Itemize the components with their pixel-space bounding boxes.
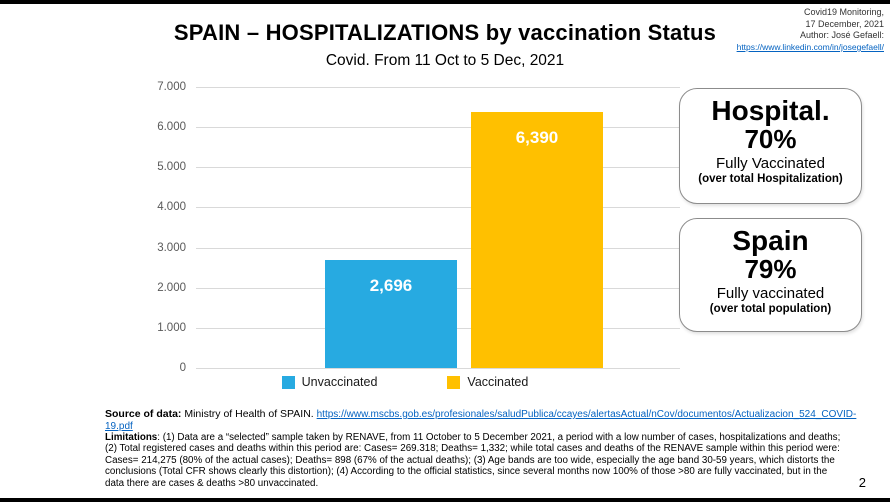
bar-vaccinated [471, 112, 603, 369]
author-note-line2: 17 December, 2021 [805, 18, 884, 29]
y-tick-label: 3.000 [157, 241, 186, 254]
y-tick-label: 4.000 [157, 201, 186, 214]
callout-hospitalizations [679, 88, 862, 204]
callout-line2: (over total population) [709, 303, 832, 316]
plot-area [196, 87, 680, 368]
gridline [196, 368, 680, 369]
bottom-black-strip [0, 498, 890, 502]
legend-label: Unvaccinated [301, 375, 378, 389]
bar-chart [130, 81, 680, 374]
legend-swatch [447, 376, 460, 389]
y-tick-label: 7.000 [157, 81, 186, 93]
bar-value-label: 2,696 [369, 275, 413, 295]
y-tick-label: 5.000 [157, 161, 186, 174]
source-line [105, 408, 865, 432]
callout-title: Hospital. [711, 95, 830, 126]
y-tick-label: 0 [179, 362, 186, 374]
legend-label: Vaccinated [467, 375, 529, 389]
source-text: Ministry of Health of SPAIN. [181, 408, 317, 420]
limitations-text: : (1) Data are a “selected” sample taken by RENAVE, from 11 October to 5 December 2021, a period with a low number of cases, hospitalizations and deaths; (2) Total registered cases and deaths within this period are: Cases= 269.318; Deaths= 1,332; while total cases and deaths of the RENAVE sample within this period were: Cases= 214,275 (80% of the actual cases); Deaths= 898 (67% of the actual deaths); (3) Age bands are too wide, especially the age band 30-59 years, which distorts the conclusions (Total CFR shows clearly this distortion); (4) According to the official statistics, since several months now 100% of those >80 are fully vaccinated, but in the data there are cases & deaths >80 unvaccinated. [105, 432, 841, 489]
author-note [704, 7, 884, 54]
callout-percent: 70% [744, 124, 797, 155]
y-tick-label: 1.000 [157, 321, 186, 334]
bar-value-label: 6,390 [515, 127, 559, 147]
legend-item-vaccinated [447, 375, 528, 389]
legend-item-unvaccinated [282, 375, 378, 389]
callout-population [679, 218, 862, 332]
page-subtitle: Covid. From 11 Oct to 5 Dec, 2021 [325, 52, 565, 69]
author-note-line3: Author: José Gefaell: [799, 30, 884, 41]
y-tick-label: 2.000 [157, 281, 186, 294]
callout-percent: 79% [744, 254, 797, 285]
y-tick-label: 6.000 [157, 121, 186, 134]
callout-title: Spain [732, 225, 809, 256]
limitations-label: Limitations [105, 432, 158, 443]
page-title: SPAIN – HOSPITALIZATIONS by vaccination Status [173, 20, 717, 45]
legend-swatch [282, 376, 295, 389]
author-linkedin-link[interactable]: https://www.linkedin.com/in/josegefaell/ [736, 42, 884, 53]
limitations-paragraph [105, 432, 845, 489]
legend [130, 375, 680, 389]
bars [325, 87, 603, 368]
y-axis-labels [130, 81, 186, 374]
page-number: 2 [858, 475, 866, 490]
callout-line1: Fully vaccinated [716, 285, 825, 303]
author-note-line1: Covid19 Monitoring, [803, 7, 884, 17]
top-black-strip [0, 0, 890, 4]
bar-unvaccinated [325, 260, 457, 368]
callout-line2: (over total Hospitalization) [698, 173, 843, 186]
callout-line1: Fully Vaccinated [716, 155, 825, 173]
source-label: Source of data: [105, 408, 182, 420]
source-link[interactable]: https://www.mscbs.gob.es/profesionales/saludPublica/ccayes/alertasActual/nCov/documentos/Actualizacion_524_COVID-19.pdf [105, 409, 857, 432]
